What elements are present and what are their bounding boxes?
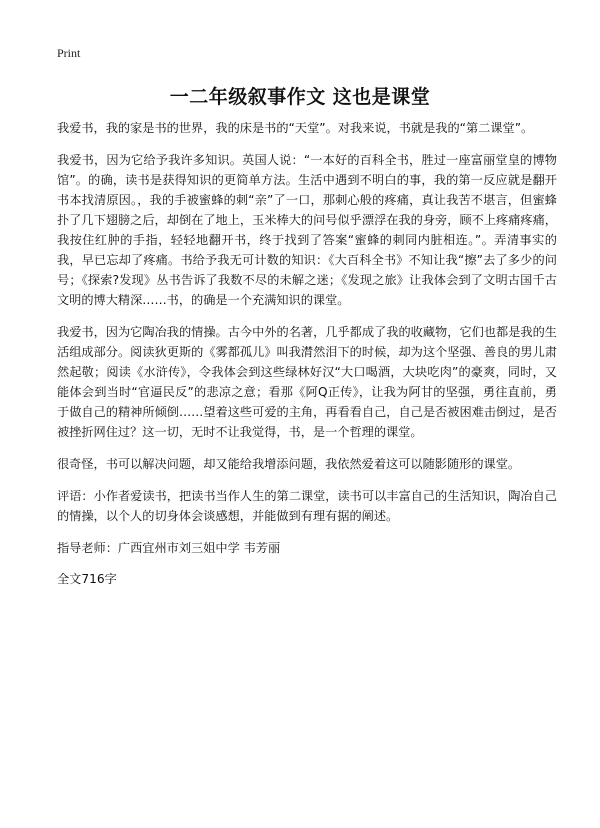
paragraph-comment: 评语：小作者爱读书，把读书当作人生的第二课堂，读书可以丰富自己的生活知识，陶冶自己的情操，以个人的切身体会谈感想，并能做到有理有据的阐述。 — [57, 489, 557, 523]
article-title: 一二年级叙事作文 这也是课堂 — [169, 86, 431, 108]
word-count: 全文716字 — [57, 572, 117, 586]
article-body — [57, 118, 557, 601]
paragraph-intro: 我爱书，我的家是书的世界，我的床是书的“天堂”。对我来说，书就是我的“第二课堂”。 — [57, 121, 534, 135]
print-link[interactable]: Print — [57, 46, 81, 60]
paragraph-sentiment: 我爱书，因为它陶冶我的情操。古今中外的名著，几乎都成了我的收藏物，它们也都是我的生活组成部分。阅读狄更斯的《雾都孤儿》叫我潸然泪下的时候，却为这个坚强、善良的男儿肃然起敬；阅读《水浒传》，令我体会到这些绿林好汉“大口喝酒，大块吃肉”的豪爽，同时，又能体会到当时“官逼民反”的悲凉之意；看那《阿Q正传》，让我为阿甘的坚强，勇往直前，勇于做自己的精神所倾倒……望着这些可爱的主角，再看看自己，自己是否被困难击倒过，是否被挫折网住过？这一切，无时不让我觉得，书，是一个哲理的课堂。 — [57, 325, 557, 439]
teacher-credit: 指导老师：广西宜州市刘三姐中学 韦芳丽 — [57, 541, 281, 555]
paragraph-conclusion: 很奇怪，书可以解决问题，却又能给我增添问题，我依然爱着这可以随影随形的课堂。 — [57, 457, 521, 471]
paragraph-knowledge: 我爱书，因为它给予我许多知识。英国人说：“一本好的百科全书，胜过一座富丽堂皇的博物馆”。的确，读书是获得知识的更简单方法。生活中遇到不明白的事，我的第一反应就是翻开书本找清原因。，我的手被蜜蜂的刺“亲”了一口，那刺心般的疼痛，真让我苦不堪言，但蜜蜂扑了几下翅膀之后，却倒在了地上，玉米棒大的问号似乎漂浮在我的身旁，顾不上疼痛疼痛，我按住红肿的手指，轻轻地翻开书，终于找到了答案“蜜蜂的刺同内脏相连。”。弄清事实的我，早已忘却了疼痛。书给予我无可计数的知识：《大百科全书》不知让我“擦”去了多少的问号；《探索?发现》丛书告诉了我数不尽的未解之迷；《发现之旅》让我体会到了文明古国千古文明的博大精深……书，的确是一个充满知识的课堂。 — [57, 153, 557, 307]
